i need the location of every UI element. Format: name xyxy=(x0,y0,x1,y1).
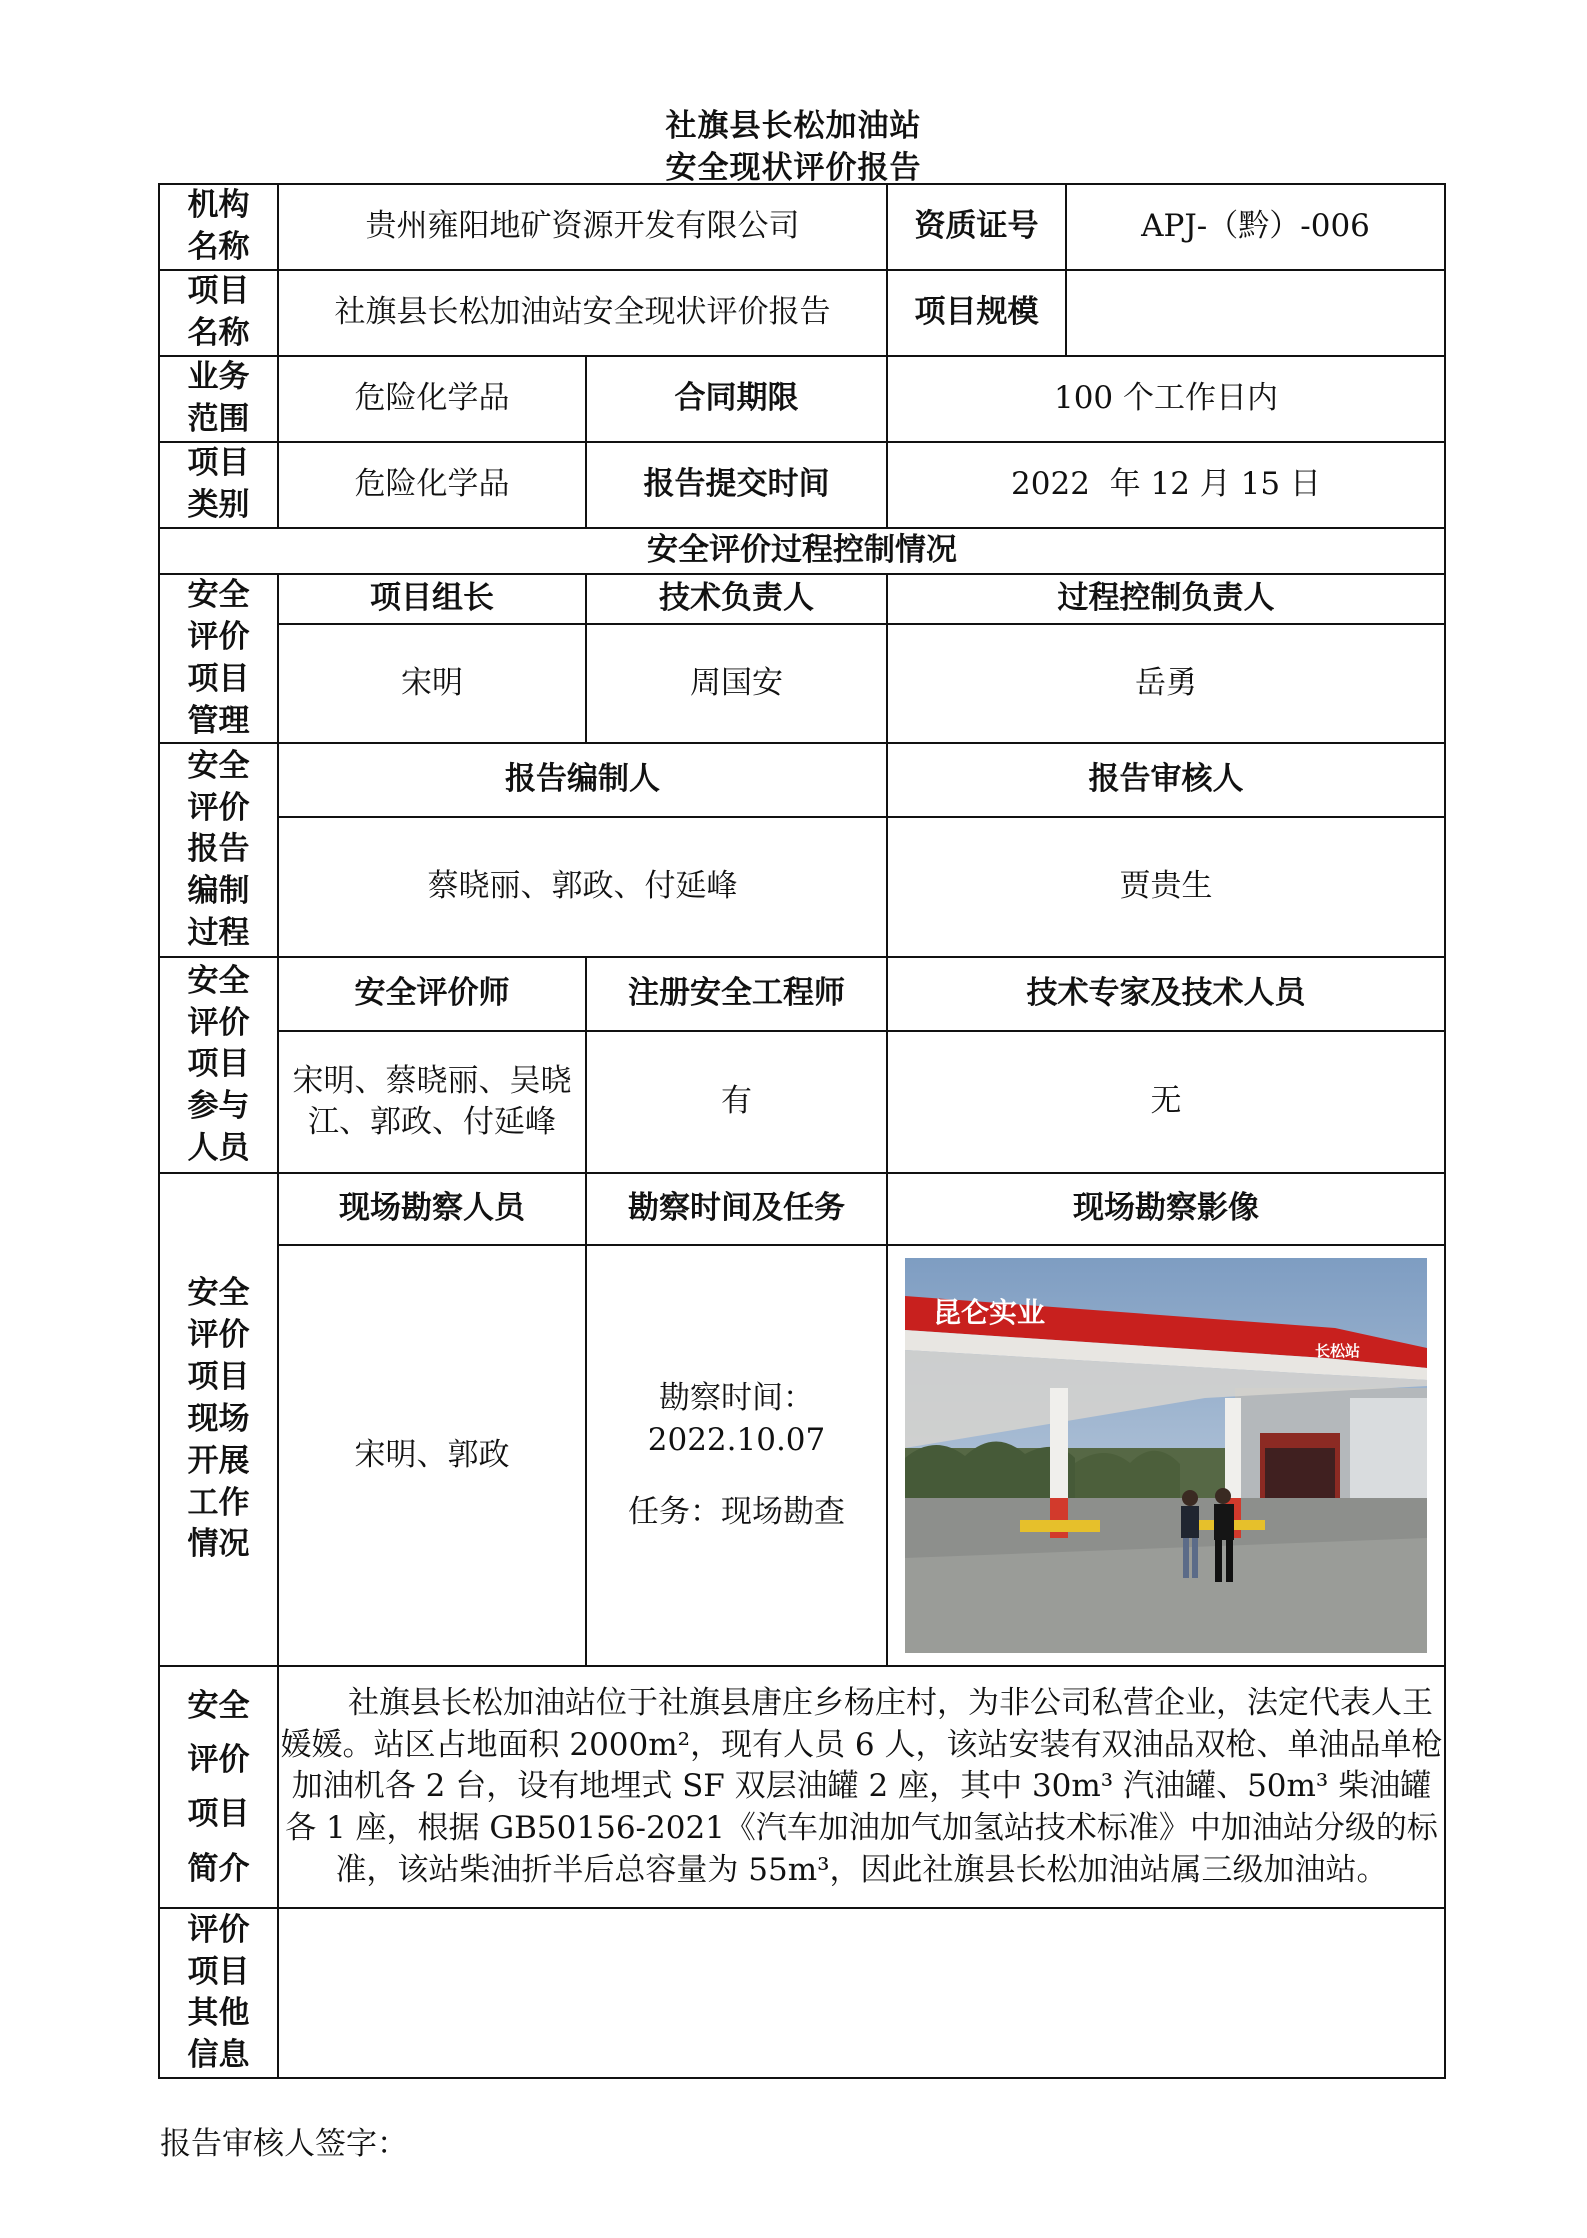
compilation-header-author: 报告编制人 xyxy=(278,743,887,817)
canopy-sign-text: 昆仑实业 xyxy=(933,1296,1046,1330)
report-summary-table xyxy=(158,183,1446,2079)
other-value xyxy=(278,1908,1445,2078)
participants-evaluators: 宋明、蔡晓丽、吴晓 江、郭政、付延峰 xyxy=(278,1031,586,1173)
management-label: 安全 评价 项目 管理 xyxy=(159,574,278,743)
contract-label: 合同期限 xyxy=(586,356,887,442)
management-header-process: 过程控制负责人 xyxy=(887,574,1445,624)
summary-text-cell xyxy=(278,1666,1445,1908)
scale-label: 项目规模 xyxy=(887,270,1066,356)
management-process: 岳勇 xyxy=(887,624,1445,743)
site-time-task xyxy=(586,1245,887,1666)
cert-value: APJ-（黔）-006 xyxy=(1066,184,1445,270)
process-title-row xyxy=(159,528,1445,574)
project-value: 社旗县长松加油站安全现状评价报告 xyxy=(278,270,887,356)
site-header-row xyxy=(159,1173,1445,1245)
compilation-label: 安全 评价 报告 编制 过程 xyxy=(159,743,278,957)
participants-header-row xyxy=(159,957,1445,1031)
site-label: 安全 评价 项目 现场 开展 工作 情况 xyxy=(159,1173,278,1666)
category-row xyxy=(159,442,1445,528)
participants-header-evaluator: 安全评价师 xyxy=(278,957,586,1031)
category-value: 危险化学品 xyxy=(278,442,586,528)
summary-text: 社旗县长松加油站位于社旗县唐庄乡杨庄村，为非公司私营企业，法定代表人王媛媛。站区占地面积 2000m²，现有人员 6 人，该站安装有双油品双枪、单油品单枪加油机各 2 台，设有地埋式 SF 双层油罐 2 座，其中 30m³ 汽油罐、50m³ 柴油罐各 1 座，根据 GB50156-2021《汽车加油加气加氢站技术标准》中加油站分级的标准，该站柴油折半后总容量为 55m³，因此社旗县长松加油站属三级加油站。 xyxy=(280,1684,1443,1889)
participants-value-row xyxy=(159,1031,1445,1173)
participants-header-experts: 技术专家及技术人员 xyxy=(887,957,1445,1031)
management-header-row xyxy=(159,574,1445,624)
management-header-tech: 技术负责人 xyxy=(586,574,887,624)
scale-value xyxy=(1066,270,1445,356)
participants-engineer: 有 xyxy=(586,1031,887,1173)
document-title-line2: 安全现状评价报告 xyxy=(665,150,922,186)
reviewer-signature-label: 报告审核人签字： xyxy=(160,2126,408,2162)
site-personnel: 宋明、郭政 xyxy=(278,1245,586,1666)
other-row xyxy=(159,1908,1445,2078)
project-row xyxy=(159,270,1445,356)
site-photo-cell xyxy=(887,1245,1445,1666)
project-label: 项目 名称 xyxy=(159,270,278,356)
management-leader: 宋明 xyxy=(278,624,586,743)
gas-station-photo xyxy=(905,1258,1427,1653)
org-row xyxy=(159,184,1445,270)
compilation-header-row xyxy=(159,743,1445,817)
site-header-personnel: 现场勘察人员 xyxy=(278,1173,586,1245)
site-task: 任务：现场勘查 xyxy=(628,1493,845,1530)
site-value-row xyxy=(159,1245,1445,1666)
document-title-line1: 社旗县长松加油站 xyxy=(665,108,922,144)
summary-label: 安全 评价 项目 简介 xyxy=(159,1666,278,1908)
process-title: 安全评价过程控制情况 xyxy=(159,528,1445,574)
org-value: 贵州雍阳地矿资源开发有限公司 xyxy=(278,184,887,270)
management-header-leader: 项目组长 xyxy=(278,574,586,624)
submit-value: 2022 年 12 月 15 日 xyxy=(887,442,1445,528)
category-label: 项目 类别 xyxy=(159,442,278,528)
submit-label: 报告提交时间 xyxy=(586,442,887,528)
business-value: 危险化学品 xyxy=(278,356,586,442)
participants-label: 安全 评价 项目 参与 人员 xyxy=(159,957,278,1173)
participants-header-engineer: 注册安全工程师 xyxy=(586,957,887,1031)
management-value-row xyxy=(159,624,1445,743)
org-label: 机构 名称 xyxy=(159,184,278,270)
participants-experts: 无 xyxy=(887,1031,1445,1173)
canopy-sign-right: 长松站 xyxy=(1315,1342,1361,1361)
site-header-photo: 现场勘察影像 xyxy=(887,1173,1445,1245)
site-time: 勘察时间：2022.10.07 xyxy=(647,1380,826,1458)
cert-label: 资质证号 xyxy=(887,184,1066,270)
business-label: 业务 范围 xyxy=(159,356,278,442)
compilation-value-row xyxy=(159,817,1445,957)
contract-value: 100 个工作日内 xyxy=(887,356,1445,442)
management-tech: 周国安 xyxy=(586,624,887,743)
business-row xyxy=(159,356,1445,442)
summary-row xyxy=(159,1666,1445,1908)
compilation-authors: 蔡晓丽、郭政、付延峰 xyxy=(278,817,887,957)
compilation-header-reviewer: 报告审核人 xyxy=(887,743,1445,817)
other-label: 评价 项目 其他 信息 xyxy=(159,1908,278,2078)
compilation-reviewer: 贾贵生 xyxy=(887,817,1445,957)
site-header-time: 勘察时间及任务 xyxy=(586,1173,887,1245)
